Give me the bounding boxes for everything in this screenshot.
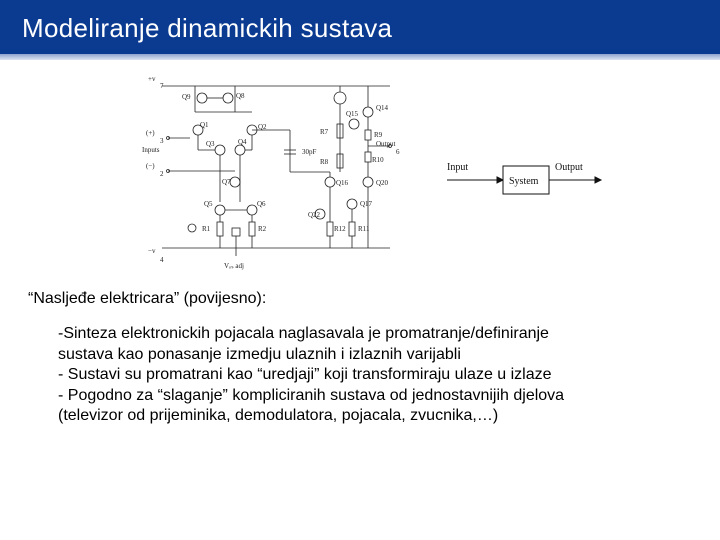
body-line: sustava kao ponasanje izmedju ulaznih i izlaznih varijabli xyxy=(58,345,461,363)
transistor-q1: Q1 xyxy=(200,121,209,129)
transistor-q14: Q14 xyxy=(376,104,389,112)
body-line: - Pogodno za “slaganje” kompliciranih sustava od jednostavnijih djelova xyxy=(58,386,565,404)
transistor-q15: Q15 xyxy=(346,110,359,118)
transistor-q4: Q4 xyxy=(238,138,247,146)
output-label: Output xyxy=(376,140,396,148)
input-minus-pin: 2 xyxy=(160,170,164,178)
input-minus-label: (−) xyxy=(146,162,155,170)
body-line: - Sustavi su promatrani kao “uredjaji” koji transformiraju ulaze u izlaze xyxy=(58,366,552,383)
transistor-q22: Q22 xyxy=(308,211,321,219)
transistor-q2: Q2 xyxy=(258,123,267,131)
output-pin: 6 xyxy=(396,148,400,156)
resistor-r7: R7 xyxy=(320,128,329,136)
resistor-r2: R2 xyxy=(258,225,267,233)
body-line: -Sinteza elektronickih pojacala naglasavala je promatranje/definiranje xyxy=(58,325,549,342)
supply-neg-label: −v xyxy=(148,247,156,255)
block-output-label: Output xyxy=(555,162,583,173)
input-plus-label: (+) xyxy=(146,129,155,137)
transistor-q20: Q20 xyxy=(376,179,389,187)
resistor-r9: R9 xyxy=(374,131,383,139)
transistor-q8: Q8 xyxy=(236,92,245,100)
opamp-circuit-diagram xyxy=(140,72,410,272)
block-input-label: Input xyxy=(447,162,469,173)
title-underline xyxy=(0,54,720,60)
body-line: (televizor od prijeminika, demodulatora, pojacala, zvucnika,…) xyxy=(58,407,499,424)
transistor-q7: Q7 xyxy=(222,178,231,186)
resistor-r10: R10 xyxy=(372,156,384,164)
supply-neg-pin: 4 xyxy=(160,256,164,264)
offset-adjust-label: Vₒₛ adj xyxy=(224,262,244,270)
transistor-q17: Q17 xyxy=(360,200,373,208)
resistor-r8: R8 xyxy=(320,158,329,166)
supply-pos-label: +v xyxy=(148,75,156,83)
transistor-q5: Q5 xyxy=(204,200,213,208)
block-system-label: System xyxy=(509,176,539,187)
body-text xyxy=(58,324,564,427)
transistor-q16: Q16 xyxy=(336,179,349,187)
resistor-r11: R11 xyxy=(358,225,370,233)
slide-title: Modeliranje dinamickih sustava xyxy=(22,13,393,43)
system-block-diagram xyxy=(443,150,603,210)
capacitor-label: 30pF xyxy=(302,148,317,156)
transistor-q6: Q6 xyxy=(257,200,266,208)
input-plus-pin: 3 xyxy=(160,137,164,145)
transistor-q9: Q9 xyxy=(182,93,191,101)
resistor-r1: R1 xyxy=(202,225,211,233)
title-bar xyxy=(0,0,720,54)
supply-pos-pin: 7 xyxy=(160,82,164,90)
resistor-r12: R12 xyxy=(334,225,346,233)
transistor-q3: Q3 xyxy=(206,140,215,148)
section-heading: “Nasljeđe elektricara” (povijesno): xyxy=(28,290,267,307)
inputs-label: Inputs xyxy=(142,146,160,154)
